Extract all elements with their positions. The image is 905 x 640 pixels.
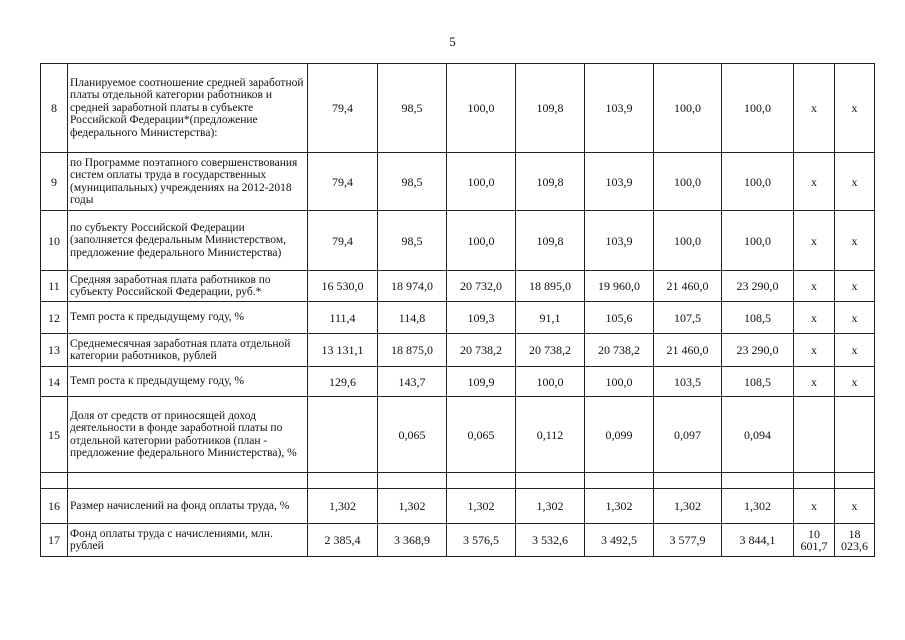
value-cell: 103,5 [654, 367, 722, 397]
value-cell: x [835, 367, 875, 397]
value-cell: 98,5 [378, 211, 447, 271]
value-cell: 16 530,0 [308, 271, 378, 302]
value-cell: 20 738,2 [447, 334, 516, 367]
value-cell [654, 473, 722, 489]
row-description [68, 473, 308, 489]
value-cell: 109,3 [447, 302, 516, 334]
value-cell: 1,302 [378, 489, 447, 524]
value-cell: 100,0 [722, 211, 794, 271]
value-cell: 3 577,9 [654, 524, 722, 557]
value-cell [516, 473, 585, 489]
value-cell: 3 492,5 [585, 524, 654, 557]
value-cell: 3 844,1 [722, 524, 794, 557]
value-cell: 18 023,6 [835, 524, 875, 557]
value-cell: 109,8 [516, 153, 585, 211]
value-cell: x [794, 211, 835, 271]
value-cell: 109,9 [447, 367, 516, 397]
value-cell: x [835, 153, 875, 211]
value-cell: x [794, 271, 835, 302]
value-cell: 79,4 [308, 153, 378, 211]
value-cell: 79,4 [308, 64, 378, 153]
value-cell: 100,0 [654, 64, 722, 153]
value-cell: 103,9 [585, 211, 654, 271]
value-cell: 100,0 [654, 153, 722, 211]
value-cell: 18 895,0 [516, 271, 585, 302]
value-cell: 21 460,0 [654, 334, 722, 367]
value-cell: 79,4 [308, 211, 378, 271]
value-cell: 21 460,0 [654, 271, 722, 302]
value-cell: x [794, 489, 835, 524]
row-number: 15 [41, 397, 68, 473]
value-cell: 98,5 [378, 64, 447, 153]
row-description: по субъекту Российской Федерации (заполняется федеральным Министерством, предложение федерального Министерства) [68, 211, 308, 271]
row-description: Средняя заработная плата работников по субъекту Российской Федерации, руб.* [68, 271, 308, 302]
value-cell: x [794, 367, 835, 397]
value-cell: 20 738,2 [585, 334, 654, 367]
value-cell: 100,0 [516, 367, 585, 397]
value-cell: 2 385,4 [308, 524, 378, 557]
table-row [41, 397, 875, 473]
value-cell: 108,5 [722, 367, 794, 397]
value-cell: x [794, 302, 835, 334]
table-row [41, 302, 875, 334]
row-description: Темп роста к предыдущему году, % [68, 302, 308, 334]
value-cell: 109,8 [516, 211, 585, 271]
row-number: 8 [41, 64, 68, 153]
value-cell: 100,0 [447, 153, 516, 211]
value-cell: 103,9 [585, 64, 654, 153]
value-cell: 23 290,0 [722, 334, 794, 367]
row-description: Фонд оплаты труда с начислениями, млн. рублей [68, 524, 308, 557]
value-cell: x [835, 334, 875, 367]
row-number: 13 [41, 334, 68, 367]
value-cell: 100,0 [585, 367, 654, 397]
value-cell: 98,5 [378, 153, 447, 211]
row-description: Размер начислений на фонд оплаты труда, % [68, 489, 308, 524]
row-number: 12 [41, 302, 68, 334]
value-cell: 0,097 [654, 397, 722, 473]
value-cell [835, 397, 875, 473]
value-cell: 1,302 [516, 489, 585, 524]
row-description: Темп роста к предыдущему году, % [68, 367, 308, 397]
value-cell: x [835, 271, 875, 302]
row-number: 10 [41, 211, 68, 271]
value-cell: 20 732,0 [447, 271, 516, 302]
row-description: Планируемое соотношение средней заработной платы отдельной категории работников и средней заработной платы в субъекте Российской Федерации*(предложение федерального Министерства): [68, 64, 308, 153]
row-description: Доля от средств от приносящей доход деятельности в фонде заработной платы по отдельной категории работников (план - предложение федерального Министерства), % [68, 397, 308, 473]
value-cell: x [835, 489, 875, 524]
row-number: 9 [41, 153, 68, 211]
value-cell: 107,5 [654, 302, 722, 334]
value-cell: 0,112 [516, 397, 585, 473]
value-cell: 108,5 [722, 302, 794, 334]
row-number: 16 [41, 489, 68, 524]
value-cell: 19 960,0 [585, 271, 654, 302]
value-cell: 100,0 [447, 211, 516, 271]
value-cell: 0,099 [585, 397, 654, 473]
table-row [41, 211, 875, 271]
row-number [41, 473, 68, 489]
table-row [41, 367, 875, 397]
value-cell: 18 974,0 [378, 271, 447, 302]
value-cell: 100,0 [722, 64, 794, 153]
row-description: по Программе поэтапного совершенствования систем оплаты труда в государственных (муниципальных) учреждениях на 2012-2018 годы [68, 153, 308, 211]
table-row [41, 489, 875, 524]
value-cell [447, 473, 516, 489]
value-cell: 100,0 [654, 211, 722, 271]
value-cell: x [835, 64, 875, 153]
row-number: 11 [41, 271, 68, 302]
value-cell: 23 290,0 [722, 271, 794, 302]
value-cell: 91,1 [516, 302, 585, 334]
value-cell [585, 473, 654, 489]
value-cell [722, 473, 794, 489]
row-number: 17 [41, 524, 68, 557]
value-cell: 0,065 [447, 397, 516, 473]
value-cell: 3 576,5 [447, 524, 516, 557]
value-cell: 1,302 [654, 489, 722, 524]
table-row [41, 153, 875, 211]
value-cell: x [794, 64, 835, 153]
value-cell [308, 473, 378, 489]
value-cell: 114,8 [378, 302, 447, 334]
value-cell: 0,094 [722, 397, 794, 473]
table-row [41, 64, 875, 153]
value-cell: 0,065 [378, 397, 447, 473]
salary-table [40, 63, 875, 557]
value-cell [794, 473, 835, 489]
value-cell: 18 875,0 [378, 334, 447, 367]
value-cell [308, 397, 378, 473]
value-cell: 1,302 [447, 489, 516, 524]
value-cell [794, 397, 835, 473]
value-cell: x [794, 153, 835, 211]
table-row [41, 524, 875, 557]
value-cell: 105,6 [585, 302, 654, 334]
value-cell: 109,8 [516, 64, 585, 153]
value-cell: 111,4 [308, 302, 378, 334]
table-row [41, 334, 875, 367]
value-cell: 143,7 [378, 367, 447, 397]
value-cell: 1,302 [308, 489, 378, 524]
value-cell: 1,302 [585, 489, 654, 524]
value-cell: x [794, 334, 835, 367]
value-cell [835, 473, 875, 489]
row-description: Среднемесячная заработная плата отдельной категории работников, рублей [68, 334, 308, 367]
table-row [41, 473, 875, 489]
value-cell: x [835, 211, 875, 271]
value-cell: 3 532,6 [516, 524, 585, 557]
value-cell: 129,6 [308, 367, 378, 397]
table-row [41, 271, 875, 302]
value-cell: x [835, 302, 875, 334]
value-cell [378, 473, 447, 489]
value-cell: 13 131,1 [308, 334, 378, 367]
row-number: 14 [41, 367, 68, 397]
value-cell: 103,9 [585, 153, 654, 211]
value-cell: 100,0 [722, 153, 794, 211]
value-cell: 1,302 [722, 489, 794, 524]
value-cell: 10 601,7 [794, 524, 835, 557]
value-cell: 20 738,2 [516, 334, 585, 367]
value-cell: 3 368,9 [378, 524, 447, 557]
page-number: 5 [449, 34, 456, 49]
value-cell: 100,0 [447, 64, 516, 153]
